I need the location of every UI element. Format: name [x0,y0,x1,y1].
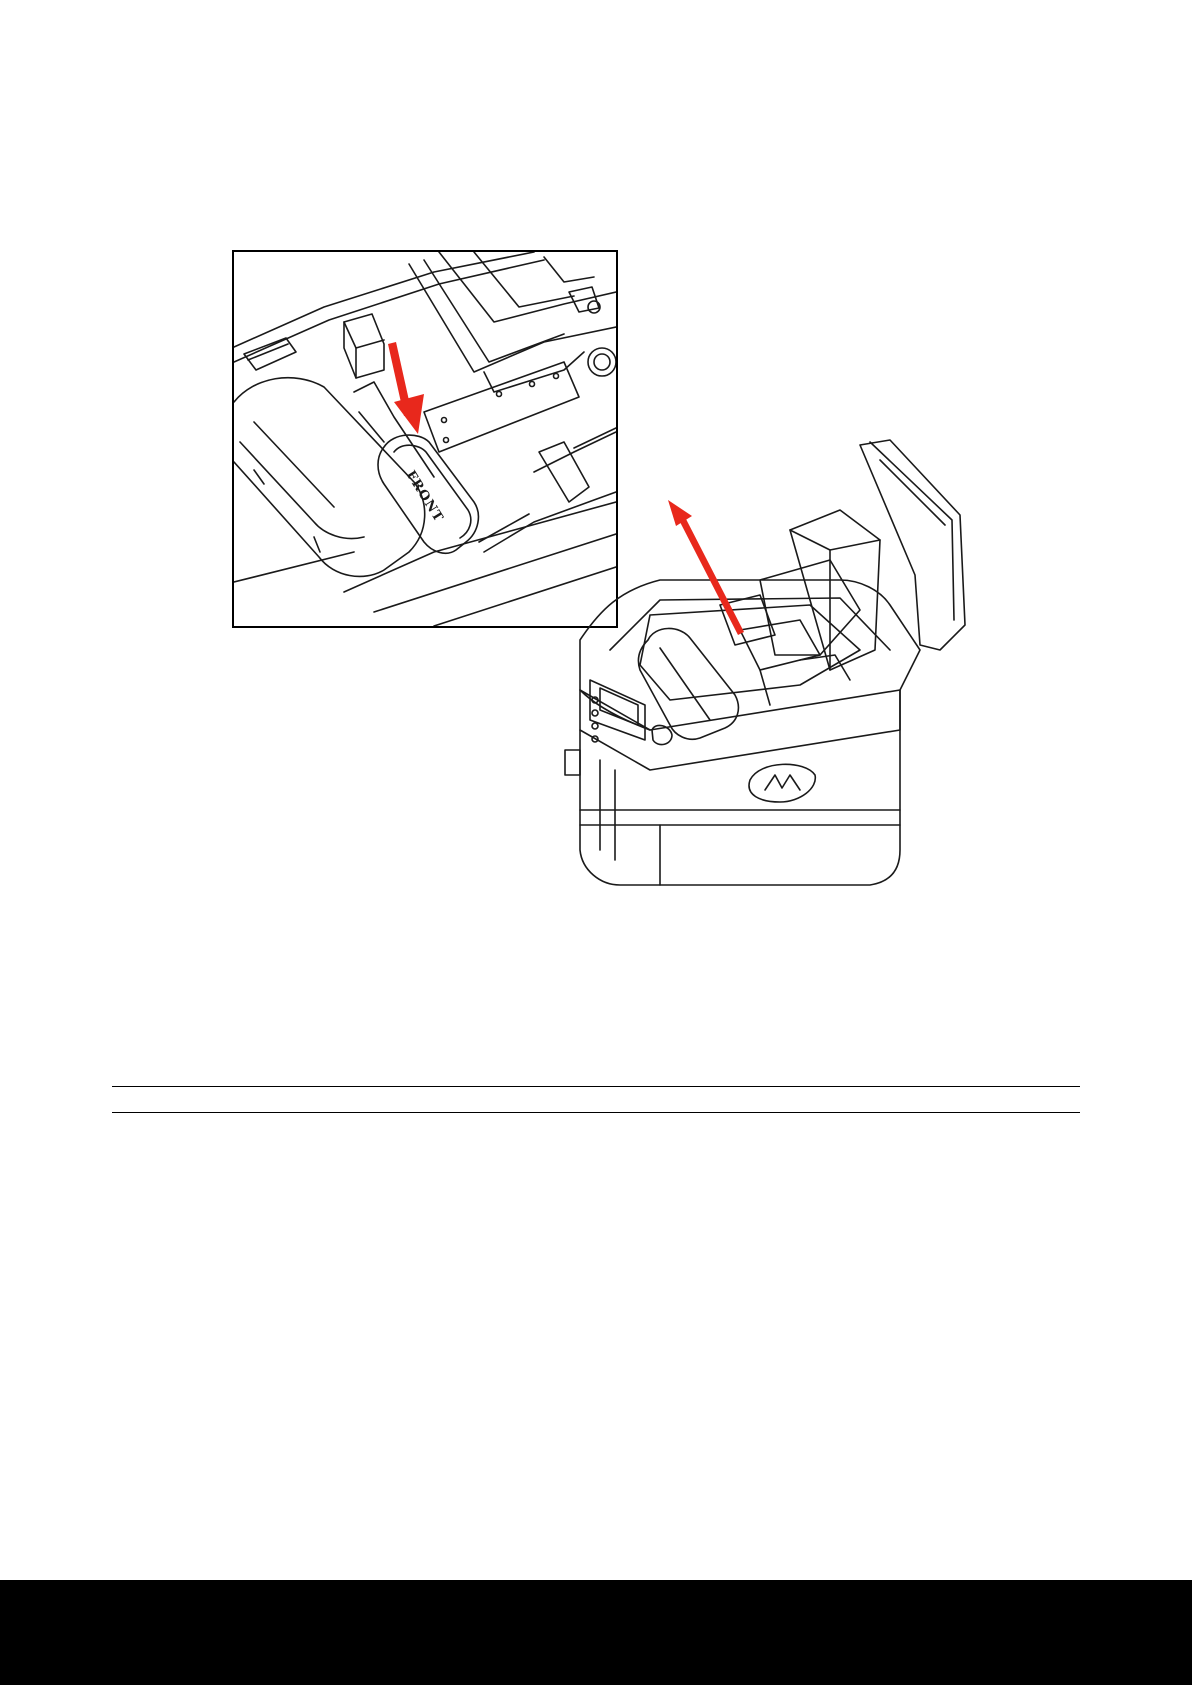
horizontal-rule-top [112,1086,1080,1087]
horizontal-rule-bottom [112,1112,1080,1113]
inset-line-art [234,252,616,626]
printer-line-art [560,430,1020,935]
remove-arrow-icon [668,500,744,635]
front-label: FRONT [402,468,447,526]
footer-bar [0,1580,1192,1685]
insert-arrow-icon [388,342,424,434]
printer-illustration [560,430,1020,935]
